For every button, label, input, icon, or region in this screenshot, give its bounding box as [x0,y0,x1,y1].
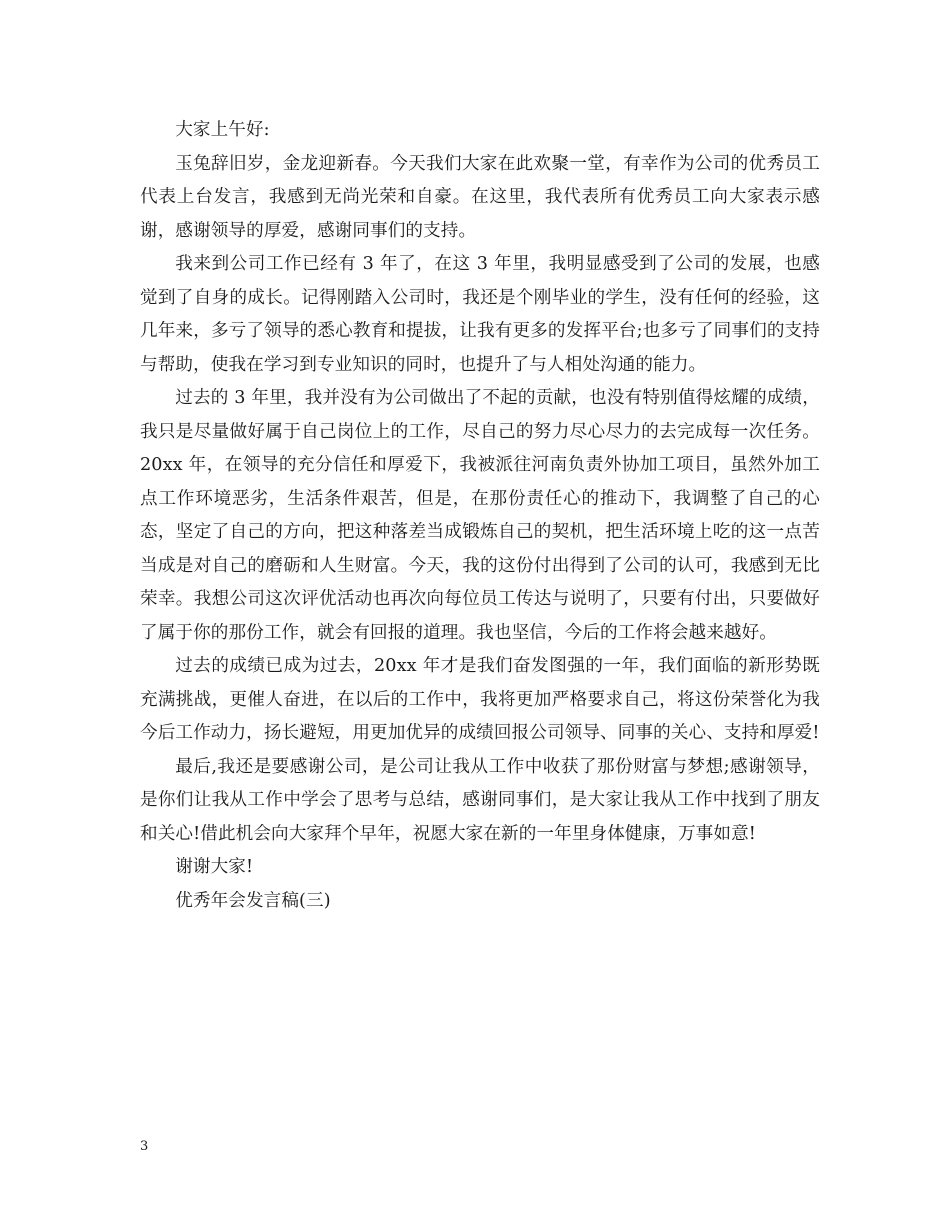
opening-paragraph: 玉兔辞旧岁，金龙迎新春。今天我们大家在此欢聚一堂，有幸作为公司的优秀员工代表上台发言，我感到无尚光荣和自豪。在这里，我代表所有优秀员工向大家表示感谢，感谢领导的厚爱，感谢同事们的支持。 [140,153,820,241]
gratitude-paragraph: 最后,我还是要感谢公司，是公司让我从工作中收获了那份财富与梦想;感谢领导，是你们让我从工作中学会了思考与总结，感谢同事们，是大家让我从工作中找到了朋友和关心!借此机会向大家拜个早年，祝愿大家在新的一年里身体健康，万事如意! [140,756,820,844]
thanks-paragraph: 谢谢大家! [175,857,254,877]
next-section-title: 优秀年会发言稿(三) [175,890,331,911]
experience-paragraph: 过去的 3 年里，我并没有为公司做出了不起的贡献，也没有特别值得炫耀的成绩，我只是尽量做好属于自己岗位上的工作，尽自己的努力尽心尽力的去完成每一次任务。20xx 年，在领导的充分信任和厚爱下，我被派往河南负责外协加工项目，虽然外加工点工作环境恶劣，生活条件艰苦，但是，在那份责任心的推动下，我调整了自己的心态，坚定了自己的方向，把这种落差当成锻炼自己的契机，把生活环境上吃的这一点苦当成是对自己的磨砺和人生财富。今天，我的这份付出得到了公司的认可，我感到无比荣幸。我想公司这次评优活动也再次向每位员工传达与说明了，只要有付出，只要做好了属于你的那份工作，就会有回报的道理。我也坚信，今后的工作将会越来越好。 [140,388,820,643]
greeting-paragraph: 大家上午好: [175,120,270,140]
document-body [140,114,820,918]
page-number: 3 [140,1139,149,1154]
growth-paragraph: 我来到公司工作已经有 3 年了，在这 3 年里，我明显感受到了公司的发展，也感觉到了自身的成长。记得刚踏入公司时，我还是个刚毕业的学生，没有任何的经验，这几年来，多亏了领导的悉心教育和提拔，让我有更多的发挥平台;也多亏了同事们的支持与帮助，使我在学习到专业知识的同时，也提升了与人相处沟通的能力。 [140,254,820,375]
outlook-paragraph: 过去的成绩已成为过去，20xx 年才是我们奋发图强的一年，我们面临的新形势既充满挑战，更催人奋进，在以后的工作中，我将更加严格要求自己，将这份荣誉化为我今后工作动力，扬长避短，用更加优异的成绩回报公司领导、同事的关心、支持和厚爱! [140,656,820,743]
